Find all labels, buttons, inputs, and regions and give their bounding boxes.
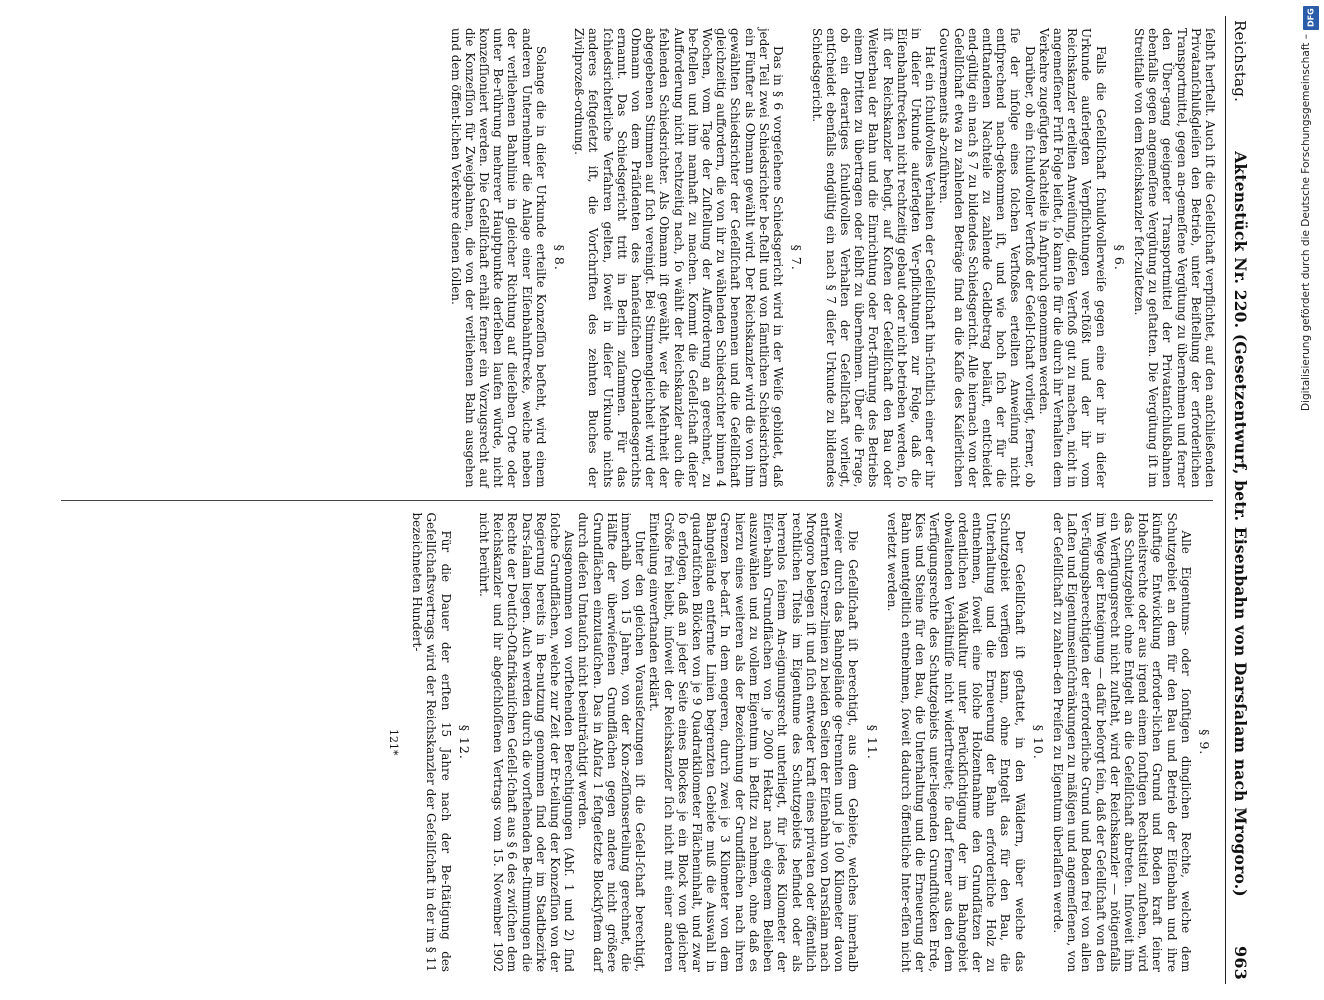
running-head: Reichstag. — [1231, 20, 1249, 103]
paragraph: Hat ein ſchuldvolles Verhalten der Geſellſchaft hin‑ſichtlich einer der ihr in dieſer Urkunde auferlegten Ver‑pflichtungen zur Folge, daß die Eiſenbahnſtrecken nicht rechtzeitig gebaut oder nicht betrieben werden, ſo iſt der Reichskanzler befugt, auf Koſten der Geſellſchaft den Bau oder Weiterbau der Bahn und die Einrichtung oder Fort‑führung des Betriebs einem Dritten zu übertragen oder ſelbſt zu übernehmen. Über die Frage, ob ein derartiges ſchuldvolles Verhalten der Geſellſchaft vorliegt, entſcheidet ebenfalls endgültig ein nach § 7 dieſer Urkunde zu bildendes Schiedsgericht. — [809, 28, 938, 488]
document-page — [12, 0, 1262, 1000]
page-number: 963 — [1231, 946, 1250, 980]
section-heading: § 12. — [456, 724, 472, 760]
paragraph: ſelbſt herſtellt. Auch iſt die Geſellſchaft verpflichtet, auf den anſchließenden Privatanſchlußgleiſen den Betrieb, unter Beiſtellung der erforderlichen Transportmittel, gegen an‑gemeſſene Vergütung zu übernehmen und ferner den Über‑gang geeigneter Transportmittel der Privatanſchlußbahnen ebenfalls gegen angemeſſene Vergütung zu geſtatten. Die Vergütung iſt im Streitfalle von dem Reichskanzler feſt‑zuſetzen. — [1131, 28, 1217, 488]
section-heading: § 8. — [552, 244, 568, 271]
section-heading: § 9. — [1197, 729, 1212, 756]
left-column — [57, 16, 1217, 500]
section-heading: § 11. — [864, 724, 880, 760]
text-columns — [57, 16, 1217, 984]
paragraph: Ausgenommen von vorſtehenden Berechtigungen (Abſ. 1 und 2) ſind ſolche Grundflächen, welche zur Zeit der Er‑teilung der Konzeſſion von der Regierung bereits in Be‑nutzung genommen ſind oder im Stadtbezirke Dars‑ſalam liegen. Auch werden durch die vorſtehenden Be‑ſtimmungen die Rechte der Deutſch‑Oſtafrikaniſchen Geſell‑ſchaft aus § 6 des zwiſchen dem Reichskanzler und ihr abgeſchloſſenen Vertrags vom 15. November 1902 nicht berührt. — [477, 512, 577, 972]
page-header — [1225, 16, 1250, 984]
section-heading: § 7. — [789, 244, 805, 271]
paragraph: Falls die Geſellſchaft ſchuldvollerweiſe gegen eine der ihr in dieſer Urkunde auferlegten Verpflichtungen ver‑ſtößt und der ihr vom Reichskanzler erteilten Anweiſung, dieſen Verſtoß gut zu machen, nicht in angemeſſener Friſt Folge leiſtet, ſo kann ſie für die durch ihr Verhalten dem Verkehre zugefügten Nachteile in Anſpruch genommen werden. — [1036, 28, 1108, 488]
paragraph: Das in § 6 vorgeſehene Schiedsgericht wird in der Weiſe gebildet, daß jeder Teil zwei Schiedsrichter be‑ſtellt und von ſämtlichen Schiedsrichtern ein Fünfter als Obmann gewählt wird. Der Reichskanzler wird die von ihm gewählten Schiedsrichter der Geſellſchaft benennen und die Geſellſchaft gleichzeitig auffordern, die von ihr zu wählenden Schiedsrichter binnen 4 Wochen, vom Tage der Zuſtellung der Aufforderung an gerechnet, zu be‑ſtellen und ihm namhaft zu machen. Kommt die Geſell‑ſchaft dieſer Aufforderung nicht rechtzeitig nach, ſo wählt der Reichskanzler auch die fehlenden Schiedsrichter. Als Obmann iſt gewählt, wer die Mehrheit der abgegebenen Stimmen auf ſich vereinigt. Bei Stimmengleichheit wird der Obmann von dem Präſidenten des hanſeatiſchen Oberlandesgerichts ernannt. Das Schiedsgericht tritt in Berlin zuſammen. Für das ſchiedsrichterliche Verfahren gelten, ſoweit in dieſer Urkunde nichts anderes feſtgeſetzt iſt, die Vorſchriften des zehnten Buches der Zivilprozeß‑ordnung. — [572, 28, 786, 488]
paragraph: Darüber, ob ein ſchuldvoller Verſtoß der Geſell‑ſchaft vorliegt, ferner, ob ſie der infolge eines ſolchen Verſtoßes erteilten Anweiſung nicht entſprechend nach‑gekommen iſt, und wie hoch ſich der für die entſtandenen Nachteile zu zahlende Geldbetrag beläuft, entſcheidet end‑gültig ein nach § 7 zu bildendes Schiedsgericht. Alle hiernach von der Geſellſchaft etwa zu zahlenden Beträge ſind an die Kaſſe des Kaiſerlichen Gouvernements ab‑zuführen. — [937, 28, 1037, 488]
signature-mark: 121* — [387, 729, 401, 756]
paragraph: Für die Dauer der erſten 15 Jahre nach der Be‑ſtätigung des Geſellſchaftsvertrags wird der Reichskanzler der Geſellſchaft in der im § 11 bezeichneten Hundert‑ — [410, 512, 453, 972]
section-heading: § 6. — [1111, 244, 1127, 271]
funding-note: Digitalisierung gefördert durch die Deutsche Forschungsgemeinschaft – — [1300, 34, 1312, 411]
paragraph: Alle Eigentums‑ oder ſonſtigen dinglichen Rechte, welche dem Schutzgebiet an dem für den Bau und Betrieb der Eiſenbahn und ihre künftige Entwicklung erforder‑lichen Grund und Boden kraft ſeiner Hoheitsrechte oder aus irgend einem ſonſtigen Rechtstitel zuſtehen, wird das Schutzgebiet ohne Entgelt an die Geſellſchaft abtreten. Inſoweit ihm ein Verfügungsrecht nicht zuſteht, wird der Reichskanzler — nötigenfalls im Wege der Enteignung — dafür beſorgt ſein, daß der Geſellſchaft von den Ver‑fügungsberechtigten der erforderliche Grund und Boden frei von allen Laſten und Eigentumseinſchränkungen zu mäßigen und angemeſſenen, von der Geſellſchaft zu zahlen‑den Preiſen zu Eigentum überlaſſen werde. — [1050, 512, 1193, 972]
section-heading: § 10. — [1030, 724, 1046, 760]
document-title: Aktenstück Nr. 220. (Gesetzentwurf, betr. Eisenbahn von Darsſalam nach Mrogoro.) — [1231, 151, 1250, 897]
side-note — [1300, 4, 1322, 604]
paragraph: Die Geſellſchaft iſt berechtigt, aus dem Gebiete, welches innerhalb zweier durch das Bahngelände ge‑trennten und je 100 Kilometer davon entfernten Grenz‑linien zu beiden Seiten der Eiſenbahn von Darsſalam nach Mrogoro belegen iſt und ſich entweder kraft eines privaten oder öffentlich rechtlichen Titels im Eigentume des Schutzgebiets befindet oder als herrenlos ſeinem An‑eignungsrecht unterliegt, für jedes Kilometer der Eiſen‑bahn Grundflächen von je 2000 Hektar nach eigenem Belieben auszuwählen und zu vollem Eigentum in Beſitz zu nehmen, ohne daß es hierzu eines weiteren als der Bezeichnung der Grundflächen nach ihren Grenzen be‑darf. In dem engeren, durch zwei je 3 Kilometer von dem Bahngelände entfernte Linien begrenzten Gebiete muß die Auswahl in quadratiſchen Blöcken von je 9 Quadratkilometer Flächeninhalt, und zwar ſo erfolgen, daß an jeder Seite eines Blockes je ein Block von gleicher Größe frei bleibt, inſoweit der Reichskanzler ſich nicht mit einer anderen Einteilung einverſtanden erklärt. — [647, 512, 861, 972]
paragraph: Unter den gleichen Vorausſetzungen iſt die Geſell‑ſchaft berechtigt, innerhalb von 15 Jahren, von der Kon‑zeſſionserteilung gerechnet, die Hälfte der überwieſenen Grundflächen gegen andere nicht größere Grundflächen einzutauſchen. Das in Abſatz 1 feſtgeſetzte Blockſyſtem darf durch dieſen Umtauſch nicht beeinträchtigt werden. — [576, 512, 648, 972]
paragraph: Solange die in dieſer Urkunde erteilte Konzeſſion beſteht, wird einem anderen Unternehmer die Anlage einer Eiſenbahnſtrecke, welche neben der verliehenen Bahnlinie in gleicher Richtung auf dieſelben Orte oder unter Be‑rührung mehrerer Hauptpunkte derſelben laufen würde, nicht konzeſſioniert werden. Die Geſellſchaft erhält ferner ein Vorzugsrecht auf die Konzeſſion für Zweigbahnen, die von der verliehenen Bahn ausgehen und dem öffent‑lichen Verkehre dienen ſollen. — [448, 28, 548, 488]
dfg-logo: DFG — [1303, 6, 1319, 30]
right-column — [57, 501, 1217, 985]
paragraph: Der Geſellſchaft iſt geſtattet, in den Wäldern, über welche das Schutzgebiet verfügen kann, ohne Entgelt das für den Bau, die Unterhaltung und die Erneuerung der Bahn erforderliche Holz zu entnehmen, ſoweit eine ſolche Holzentnahme den Grundſätzen der ordentlichen Waldkultur unter Berückſichtigung der im Bahngebiet obwaltenden Verhältniſſe nicht widerſtreitet; ſie darf ferner aus den dem Verfügungsrechte des Schutzgebiets unter‑liegenden Grundſtücken Erde, Kies und Steine für den Bau, die Unterhaltung und die Erneuerung der Bahn unentgeltlich entnehmen, ſoweit dadurch öffentliche Inter‑eſſen nicht verletzt werden. — [884, 512, 1027, 972]
